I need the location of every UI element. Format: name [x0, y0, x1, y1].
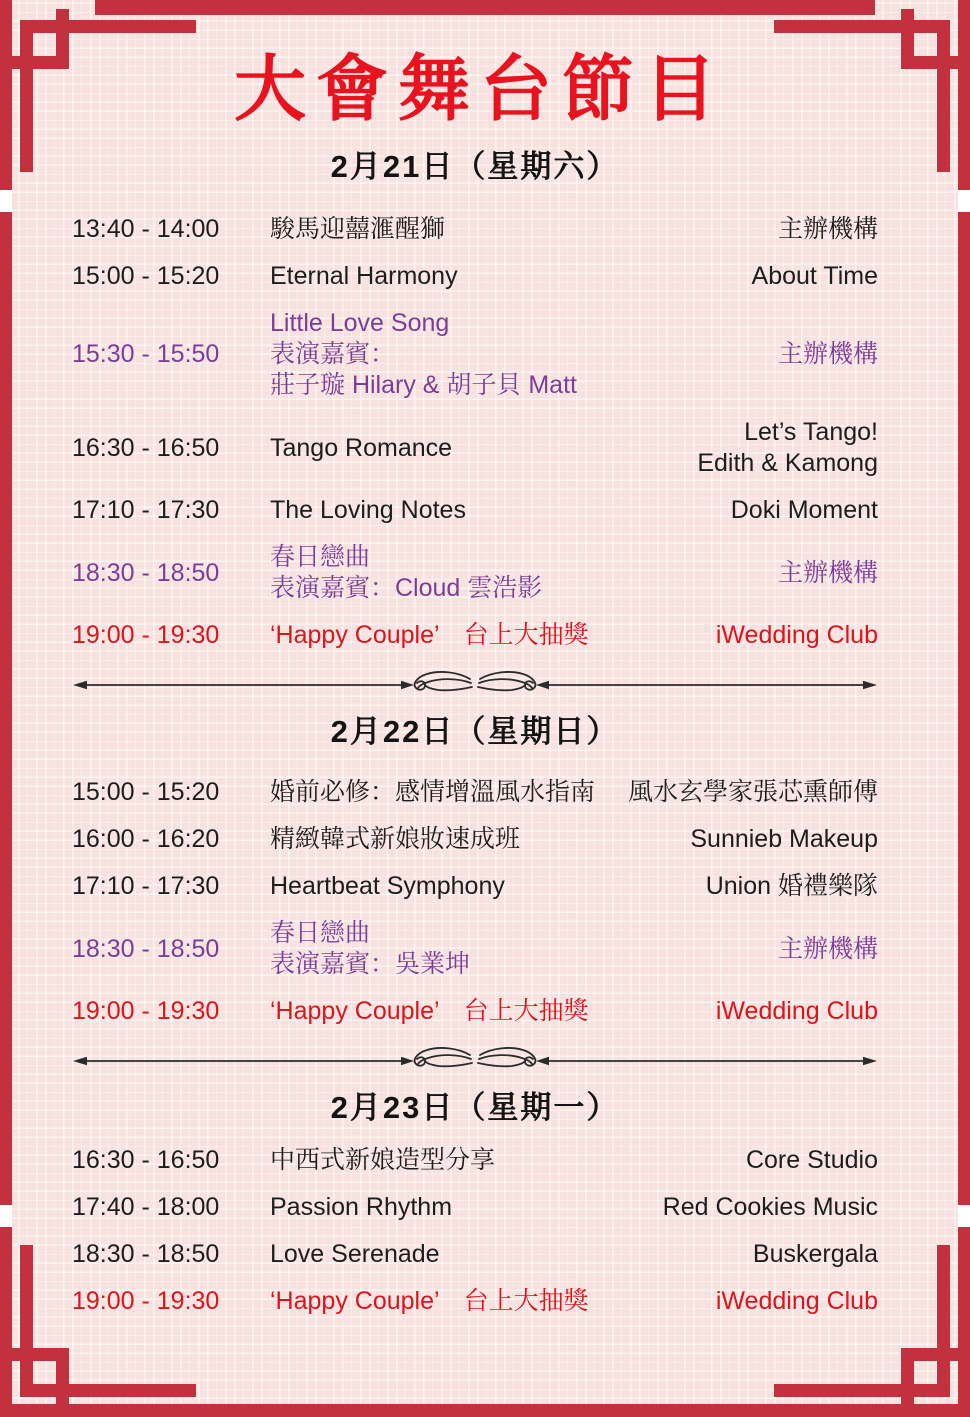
event-name — [270, 261, 752, 292]
schedule-row — [72, 1192, 878, 1223]
org-line: Buskergala — [752, 1240, 878, 1268]
schedule-row — [72, 918, 878, 980]
event-line: Heartbeat Symphony — [270, 872, 505, 900]
schedule-row — [72, 308, 878, 401]
organizer — [706, 871, 878, 902]
organizer — [778, 934, 878, 965]
event-line: 中西式新娘造型分享 — [270, 1146, 496, 1174]
org-line: 風水玄學家張芯熏師傅 — [627, 778, 878, 806]
org-line: Edith & Kamong — [697, 449, 878, 477]
event-name — [270, 1286, 716, 1317]
time-range: 19:00 - 19:30 — [72, 621, 220, 649]
schedule-row — [72, 620, 878, 651]
schedule-row — [72, 261, 878, 292]
org-line: 主辦機構 — [777, 934, 878, 963]
schedule-row — [72, 871, 878, 902]
organizer — [716, 620, 878, 651]
event-line: 表演嘉賓： — [270, 340, 396, 368]
divider-flourish-icon — [72, 667, 878, 703]
org-line: Union 婚禮樂隊 — [705, 872, 878, 900]
organizer — [628, 777, 878, 808]
org-line: About Time — [751, 262, 878, 290]
org-line: iWedding Club — [715, 621, 878, 649]
event-line: ‘Happy Couple’ 台上大抽獎 — [270, 1287, 589, 1315]
event-line: 駿馬迎囍滙醒獅 — [270, 215, 446, 243]
event-name — [270, 1145, 746, 1176]
event-line: Little Love Song — [270, 309, 450, 337]
event-name — [270, 495, 731, 526]
page-title: 大會舞台節目 — [233, 50, 726, 130]
organizer — [752, 261, 878, 292]
time-range: 18:30 - 18:50 — [72, 558, 220, 587]
time-range: 17:40 - 18:00 — [72, 1193, 220, 1221]
event-name — [270, 620, 716, 651]
event-line: ‘Happy Couple’ 台上大抽獎 — [270, 621, 589, 649]
schedule-row — [72, 996, 878, 1027]
event-line: Tango Romance — [270, 433, 453, 462]
section-date-heading: 2月23日（星期一） — [330, 1090, 620, 1125]
organizer — [716, 996, 878, 1027]
event-name — [270, 871, 706, 902]
org-line: Let’s Tango! — [744, 418, 878, 446]
event-name — [270, 1239, 753, 1270]
time-range: 17:10 - 17:30 — [72, 496, 220, 524]
event-line: 表演嘉賓：吳業坤 — [270, 950, 471, 978]
organizer — [697, 417, 878, 479]
frame-border-left — [0, 212, 12, 1205]
organizer — [753, 1239, 878, 1270]
organizer — [778, 558, 878, 589]
schedule-row — [72, 417, 878, 479]
event-name — [270, 1192, 663, 1223]
time-range: 16:00 - 16:20 — [72, 825, 220, 853]
organizer — [663, 1192, 878, 1223]
org-line: 主辦機構 — [777, 340, 878, 368]
event-name — [270, 996, 716, 1027]
event-name — [270, 777, 628, 808]
schedule-row — [72, 1145, 878, 1176]
org-line: Core Studio — [745, 1146, 878, 1174]
event-name — [270, 308, 778, 401]
org-line: Sunnieb Makeup — [690, 825, 878, 853]
time-range: 18:30 - 18:50 — [72, 934, 220, 963]
frame-border-right — [958, 212, 970, 1205]
event-name — [270, 542, 778, 604]
event-name — [270, 433, 697, 464]
org-line: iWedding Club — [715, 1287, 878, 1315]
organizer — [778, 339, 878, 370]
event-name — [270, 824, 690, 855]
section-date-heading: 2月21日（星期六） — [330, 149, 620, 184]
time-range: 16:30 - 16:50 — [72, 1146, 220, 1174]
time-range: 16:30 - 16:50 — [72, 433, 220, 462]
event-line: Love Serenade — [270, 1240, 440, 1268]
event-line: The Loving Notes — [270, 496, 466, 524]
event-line: 精緻韓式新娘妝速成班 — [270, 825, 521, 853]
section-date-heading: 2月22日（星期日） — [330, 714, 620, 749]
org-line: iWedding Club — [715, 997, 878, 1025]
event-line: 婚前必修：感情增溫風水指南 — [270, 778, 596, 806]
event-line: Eternal Harmony — [270, 262, 458, 290]
event-line: 春日戀曲 — [270, 919, 371, 947]
org-line: 主辦機構 — [777, 558, 878, 587]
schedule-row — [72, 824, 878, 855]
org-line: Red Cookies Music — [662, 1193, 878, 1221]
event-line: 莊子璇 Hilary & 胡子貝 Matt — [270, 371, 577, 399]
schedule-row — [72, 777, 878, 808]
org-line: Doki Moment — [730, 496, 878, 524]
event-name — [270, 214, 778, 245]
schedule-row — [72, 542, 878, 604]
time-range: 15:00 - 15:20 — [72, 262, 220, 290]
event-line: 春日戀曲 — [270, 543, 371, 571]
event-name — [270, 918, 778, 980]
program-content — [72, 0, 878, 1333]
divider-flourish-icon — [72, 1043, 878, 1079]
schedule-row — [72, 495, 878, 526]
org-line: 主辦機構 — [777, 215, 878, 243]
time-range: 15:30 - 15:50 — [72, 340, 220, 368]
organizer — [731, 495, 878, 526]
time-range: 13:40 - 14:00 — [72, 215, 220, 243]
time-range: 17:10 - 17:30 — [72, 872, 220, 900]
organizer — [690, 824, 878, 855]
event-line: ‘Happy Couple’ 台上大抽獎 — [270, 997, 589, 1025]
schedule-row — [72, 214, 878, 245]
time-range: 15:00 - 15:20 — [72, 778, 220, 806]
time-range: 19:00 - 19:30 — [72, 997, 220, 1025]
schedule-row — [72, 1286, 878, 1317]
event-line: Passion Rhythm — [270, 1193, 453, 1221]
schedule-row — [72, 1239, 878, 1270]
organizer — [778, 214, 878, 245]
organizer — [716, 1286, 878, 1317]
event-line: 表演嘉賓：Cloud 雲浩影 — [270, 574, 543, 602]
time-range: 19:00 - 19:30 — [72, 1287, 220, 1315]
organizer — [746, 1145, 878, 1176]
time-range: 18:30 - 18:50 — [72, 1240, 220, 1268]
